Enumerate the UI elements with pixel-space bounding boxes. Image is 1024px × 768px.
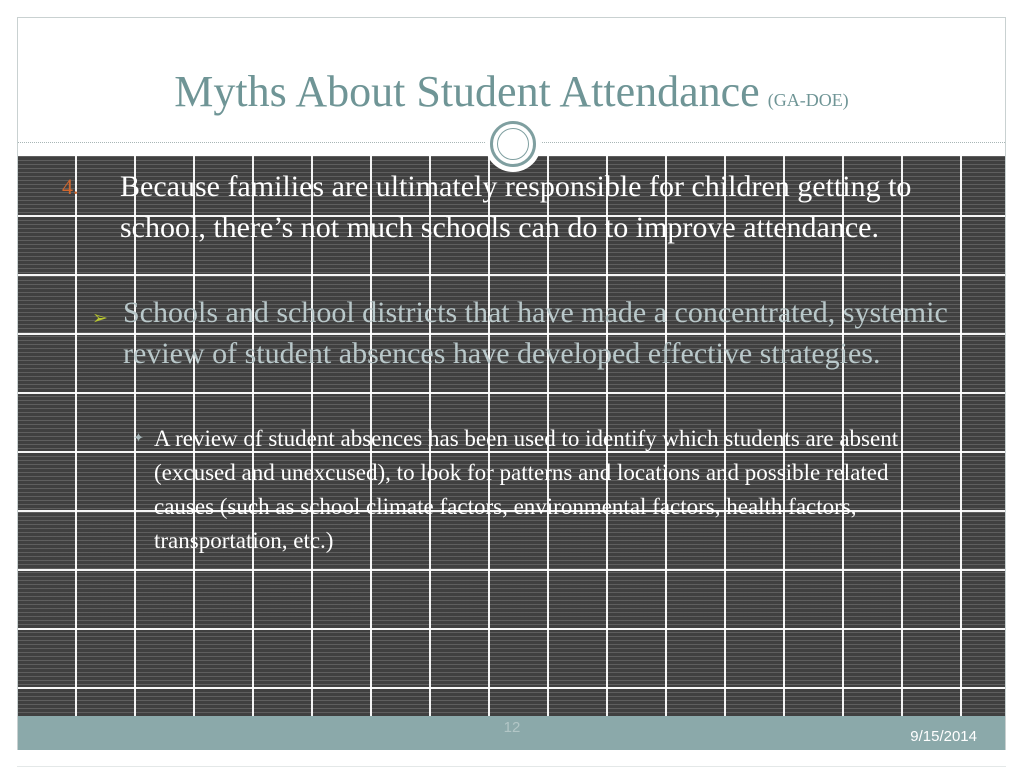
sub-item-text: Schools and school districts that have made a concentrated, systemic review of student absences have developed effective strategies. bbox=[123, 296, 948, 370]
ornament-ring bbox=[490, 121, 536, 167]
footer-date: 9/15/2014 bbox=[910, 728, 977, 745]
bottom-rule bbox=[17, 766, 1006, 767]
sub-sub-item-text: A review of student absences has been used to identify which students are absent (excused and unexcused), to look for patterns and locations and possible related causes (such as school climate factors, environmental factors, health factors, transportation, etc.) bbox=[154, 426, 899, 553]
star-bullet-icon: ✦ bbox=[133, 430, 144, 445]
circle-ornament-icon bbox=[485, 116, 541, 172]
slide-title-suffix: (GA-DOE) bbox=[767, 90, 849, 110]
slide-title bbox=[18, 67, 1005, 116]
page-number: 12 bbox=[503, 719, 521, 736]
arrow-bullet-icon: ➢ bbox=[92, 308, 108, 329]
slide-title-text: Myths About Student Attendance bbox=[174, 67, 760, 116]
item-number: 4. bbox=[62, 174, 79, 199]
item-text: Because families are ultimately responsible for children getting to school, there’s not much schools can do to improve attendance. bbox=[120, 170, 912, 244]
footer-bar bbox=[18, 716, 1005, 750]
